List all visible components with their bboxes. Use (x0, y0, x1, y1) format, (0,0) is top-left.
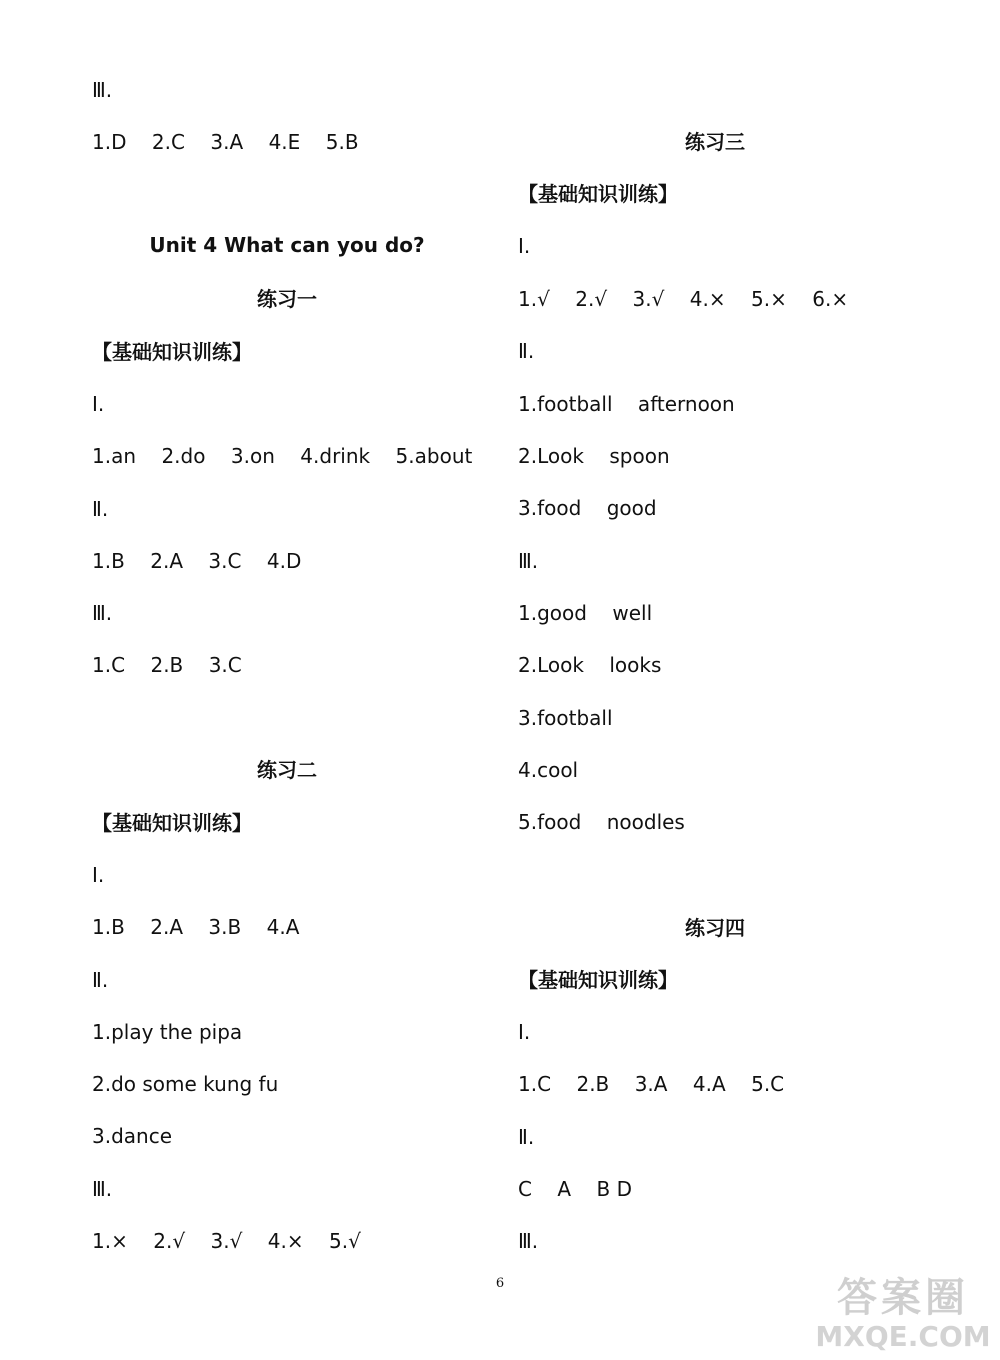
answer-line: C A B D (518, 1177, 632, 1201)
answer-item: 2.Look spoon (518, 444, 670, 468)
answer-line: 1.× 2.√ 3.√ 4.× 5.√ (92, 1229, 361, 1253)
section-label: Ⅱ. (518, 339, 535, 363)
category-heading: 【基础知识训练】 (92, 811, 252, 835)
section-label: Ⅰ. (92, 392, 105, 416)
answer-item: 4.cool (518, 758, 579, 782)
answer-line: 1.an 2.do 3.on 4.drink 5.about (92, 444, 473, 468)
page-number: 6 (495, 1276, 505, 1291)
category-heading: 【基础知识训练】 (518, 182, 678, 206)
answer-item: 5.food noodles (518, 810, 685, 834)
section-label: Ⅱ. (92, 968, 109, 992)
section-label: Ⅱ. (518, 1125, 535, 1149)
category-heading: 【基础知识训练】 (518, 968, 678, 992)
answer-item: 3.food good (518, 496, 657, 520)
answer-line: 1.C 2.B 3.A 4.A 5.C (518, 1072, 785, 1096)
answer-line: 1.√ 2.√ 3.√ 4.× 5.× 6.× (518, 287, 849, 311)
section-label: Ⅱ. (92, 497, 109, 521)
exercise-title: 练习三 (685, 130, 745, 154)
exercise-title: 练习一 (257, 287, 317, 311)
section-label: Ⅰ. (92, 863, 105, 887)
section-label: Ⅲ. (92, 1177, 113, 1201)
watermark-logo (812, 1268, 994, 1356)
answer-item: 1.play the pipa (92, 1020, 243, 1044)
answer-item: 2.do some kung fu (92, 1072, 279, 1096)
section-label: Ⅲ. (92, 601, 113, 625)
section-label: Ⅲ. (518, 549, 539, 573)
category-heading: 【基础知识训练】 (92, 340, 252, 364)
section-label: Ⅰ. (518, 234, 531, 258)
section-label: Ⅰ. (518, 1020, 531, 1044)
exercise-title: 练习二 (257, 758, 317, 782)
answer-line: 1.B 2.A 3.B 4.A (92, 915, 300, 939)
answer-item: 3.football (518, 706, 613, 730)
watermark-top-text: 答案圈 (837, 1274, 969, 1321)
answer-item: 1.football afternoon (518, 392, 735, 416)
section-label: Ⅲ. (92, 78, 113, 102)
section-label: Ⅲ. (518, 1229, 539, 1253)
unit-title: Unit 4 What can you do? (149, 233, 425, 257)
answer-item: 3.dance (92, 1124, 173, 1148)
exercise-title: 练习四 (685, 916, 745, 940)
answer-line: 1.C 2.B 3.C (92, 653, 242, 677)
answer-line: 1.D 2.C 3.A 4.E 5.B (92, 130, 359, 154)
answer-item: 1.good well (518, 601, 653, 625)
answer-line: 1.B 2.A 3.C 4.D (92, 549, 302, 573)
watermark-bottom-text: MXQE.COM (815, 1320, 991, 1353)
answer-item: 2.Look looks (518, 653, 662, 677)
